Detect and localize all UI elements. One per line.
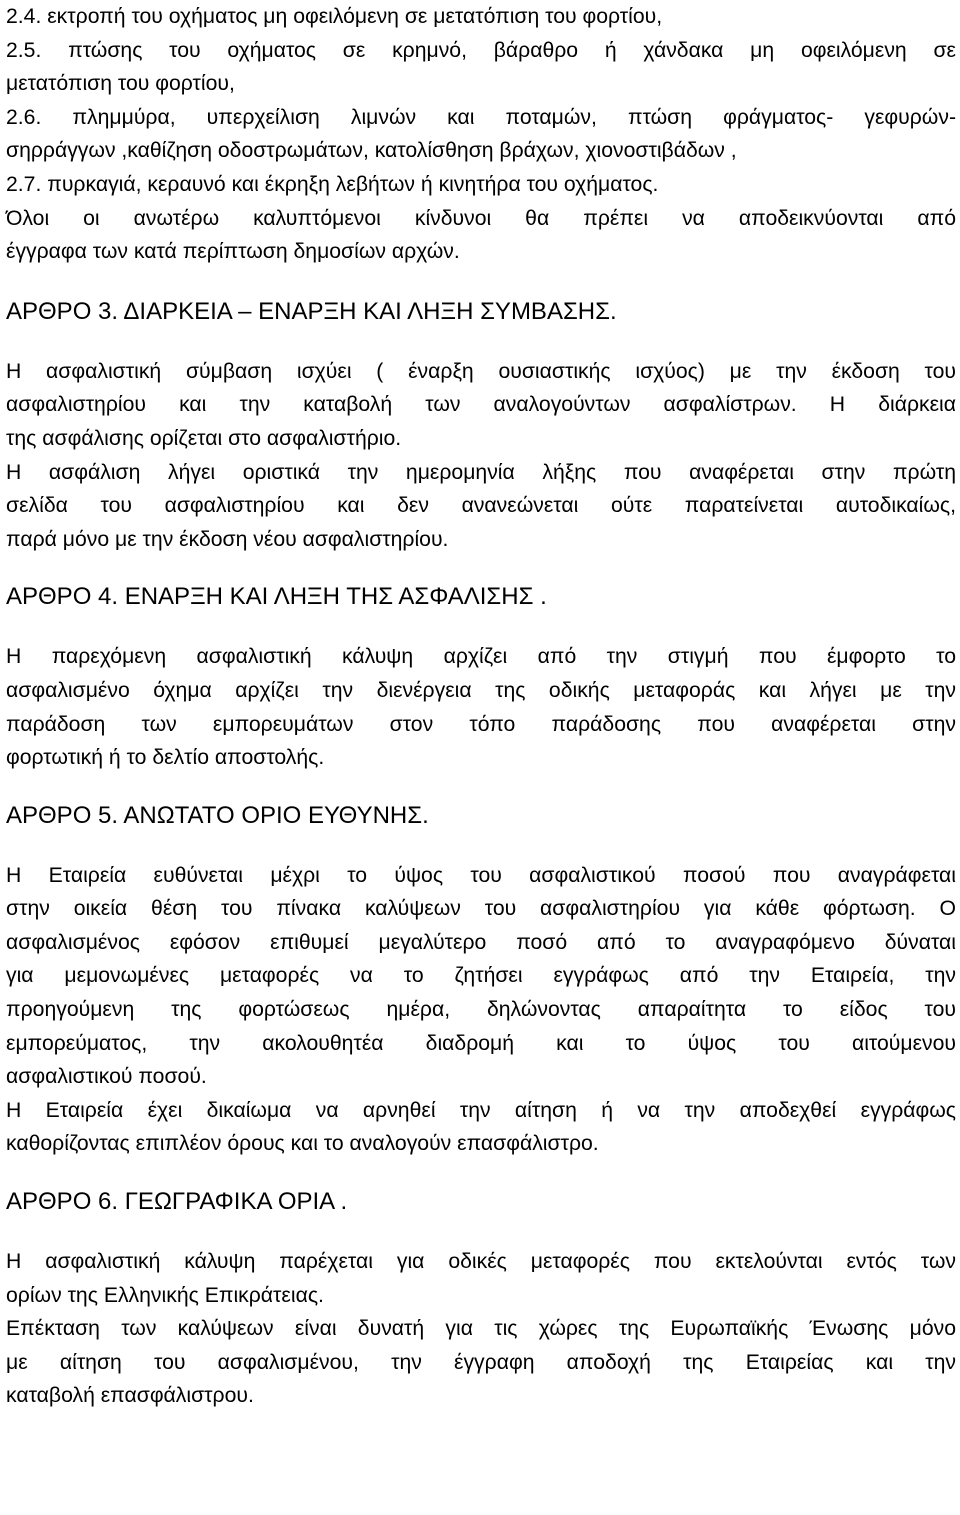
list-item-2-4 [6,0,956,34]
list-item-text: σηρράγγων ,καθίζηση οδοστρωμάτων, κατολίσθηση βράχων, χιονοστιβάδων , [6,139,737,163]
article-3-heading: ΑΡΘΡΟ 3. ΔΙΑΡΚΕΙΑ – ΕΝΑΡΞΗ ΚΑΙ ΛΗΞΗ ΣΥΜΒΑΣΗΣ. [6,297,617,325]
article-5-heading: ΑΡΘΡΟ 5. ΑΝΩΤΑΤΟ ΟΡΙΟ ΕΥΘΥΝΗΣ. [6,801,429,829]
article-4-paragraph-1 [6,640,956,774]
paragraph-line: καθορίζοντας επιπλέον όρους και το αναλογούν επασφάλιστρο. [6,1132,599,1156]
paragraph-line: φορτωτική ή το δελτίο αποστολής. [6,746,325,770]
paragraph-line: προηγούμενη της φορτώσεως ημέρα, δηλώνοντας απαραίτητα το είδος του [6,998,956,1022]
paragraph-line: σελίδα του ασφαλιστηρίου και δεν ανανεώνεται ούτε παρατείνεται αυτοδικαίως, [6,494,956,518]
paragraph-line: παρά μόνο με την έκδοση νέου ασφαλιστηρίου. [6,527,449,551]
paragraph-line: της ασφάλισης ορίζεται στο ασφαλιστήριο. [6,426,402,450]
list-item-text: 2.5. πτώσης του οχήματος σε κρημνό, βάραθρο ή χάνδακα μη οφειλόμενη σε [6,38,956,62]
list-item-text: 2.4. εκτροπή του οχήματος μη οφειλόμενη σε μετατόπιση του φορτίου, [6,5,663,28]
paragraph-line: Η Εταιρεία ευθύνεται μέχρι το ύψος του ασφαλιστικού ποσού που αναγράφεται [6,863,956,887]
paragraph-line: καταβολή επασφάλιστρου. [6,1384,254,1408]
paragraph-line: ασφαλιστικού ποσού. [6,1065,207,1089]
paragraph-line: Η ασφαλιστική κάλυψη παρέχεται για οδικές μεταφορές που εκτελούνται εντός των [6,1250,956,1274]
paragraph-line: Επέκταση των καλύψεων είναι δυνατή για τις χώρες της Ευρωπαϊκής Ένωσης μόνο [6,1317,956,1341]
closing-note-line: Όλοι οι ανωτέρω καλυπτόμενοι κίνδυνοι θα πρέπει να αποδεικνύονται από [6,206,956,230]
list-item-2-7 [6,168,956,202]
article-3-paragraph-2 [6,456,956,557]
article-4-heading: ΑΡΘΡΟ 4. ΕΝΑΡΞΗ ΚΑΙ ΛΗΞΗ ΤΗΣ ΑΣΦΑΛΙΣΗΣ . [6,583,547,611]
paragraph-line: Η ασφαλιστική σύμβαση ισχύει ( έναρξη ουσιαστικής ισχύος) με την έκδοση του [6,359,956,383]
article-3-paragraph-1 [6,355,956,456]
list-item-text: 2.6. πλημμύρα, υπερχείλιση λιμνών και ποταμών, πτώση φράγματος- γεφυρών- [6,105,956,129]
list-item-text: 2.7. πυρκαγιά, κεραυνό και έκρηξη λεβήτων ή κινητήρα του οχήματος. [6,172,659,196]
paragraph-line: Η παρεχόμενη ασφαλιστική κάλυψη αρχίζει από την στιγμή που έμφορτο το [6,645,956,669]
paragraph-line: Η ασφάλιση λήγει οριστικά την ημερομηνία λήξης που αναφέρεται στην πρώτη [6,460,956,484]
paragraph-line: στην οικεία θέση του πίνακα καλύψεων του ασφαλιστηρίου για κάθε φόρτωση. Ο [6,897,956,921]
closing-note [6,202,956,269]
document-page [6,0,956,1413]
article-5-paragraph-2 [6,1094,956,1161]
paragraph-line: εμπορεύματος, την ακολουθητέα διαδρομή και το ύψος του αιτούμενου [6,1031,956,1055]
list-item-2-6 [6,101,956,168]
article-6-heading: ΑΡΘΡΟ 6. ΓΕΩΓΡΑΦΙΚΑ ΟΡΙΑ . [6,1188,348,1216]
paragraph-line: για μεμονωμένες μεταφορές να το ζητήσει εγγράφως από την Εταιρεία, την [6,964,956,988]
paragraph-line: με αίτηση του ασφαλισμένου, την έγγραφη αποδοχή της Εταιρείας και την [6,1350,956,1374]
paragraph-line: ορίων της Ελληνικής Επικράτειας. [6,1283,324,1307]
paragraph-line: ασφαλιστηρίου και την καταβολή των αναλογούντων ασφαλίστρων. Η διάρκεια [6,393,956,417]
paragraph-line: παράδοση των εμπορευμάτων στον τόπο παράδοσης που αναφέρεται στην [6,712,956,736]
article-5-paragraph-1 [6,859,956,1094]
article-6-paragraph-1 [6,1245,956,1312]
article-6-paragraph-2 [6,1312,956,1413]
list-item-2-5 [6,34,956,101]
list-item-text: μετατόπιση του φορτίου, [6,72,235,96]
coverage-list [6,0,956,269]
paragraph-line: ασφαλισμένος εφόσον επιθυμεί μεγαλύτερο ποσό από το αναγραφόμενο δύναται [6,930,956,954]
paragraph-line: Η Εταιρεία έχει δικαίωμα να αρνηθεί την αίτηση ή να την αποδεχθεί εγγράφως [6,1098,956,1122]
closing-note-line: έγγραφα των κατά περίπτωση δημοσίων αρχών. [6,240,460,264]
paragraph-line: ασφαλισμένο όχημα αρχίζει την διενέργεια της οδικής μεταφοράς και λήγει με την [6,678,956,702]
